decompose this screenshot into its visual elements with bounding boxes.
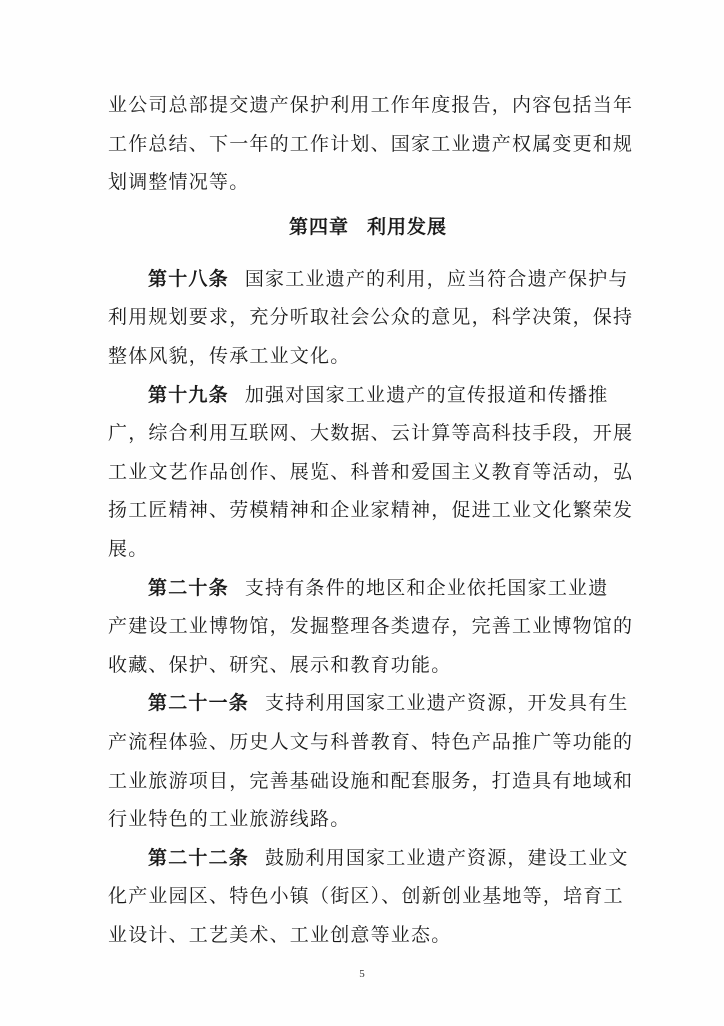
chapter-title: 利用发展 <box>367 215 448 238</box>
article-number: 第二十条 <box>148 576 229 599</box>
page-number: 5 <box>359 968 365 980</box>
text-line: 整体风貌，传承工业文化。 <box>108 344 351 367</box>
article-number: 第十九条 <box>148 383 229 406</box>
text-line: 鼓励利用国家工业遗产资源，建设工业文 <box>265 846 629 869</box>
document-body <box>108 86 634 954</box>
text-line: 支持利用国家工业遗产资源，开发具有生 <box>265 692 629 715</box>
text-line: 工业文艺作品创作、展览、科普和爱国主义教育等活动，弘 <box>108 460 634 483</box>
text-line: 划调整情况等。 <box>108 171 250 194</box>
text-line: 广，综合利用互联网、大数据、云计算等高科技手段，开展 <box>108 422 634 445</box>
text-line: 工业旅游项目，完善基础设施和配套服务，打造具有地域和 <box>108 769 634 792</box>
article-20 <box>108 569 634 685</box>
text-line: 化产业园区、特色小镇（街区）、创新创业基地等，培育工 <box>108 885 624 908</box>
text-line: 国家工业遗产的利用，应当符合遗产保护与 <box>244 267 629 290</box>
article-21 <box>108 684 634 838</box>
chapter-heading <box>108 208 628 258</box>
article-22 <box>108 839 628 955</box>
chapter-number: 第四章 <box>288 215 349 238</box>
text-line: 业设计、工艺美术、工业创意等业态。 <box>108 923 452 946</box>
text-line: 利用规划要求，充分听取社会公众的意见，科学决策，保持 <box>108 306 634 329</box>
article-19 <box>108 376 634 569</box>
intro-paragraph <box>108 86 634 202</box>
text-line: 加强对国家工业遗产的宣传报道和传播推 <box>244 383 609 406</box>
text-line: 工作总结、下一年的工作计划、国家工业遗产权属变更和规 <box>108 132 634 155</box>
text-line: 行业特色的工业旅游线路。 <box>108 808 351 831</box>
article-number: 第二十二条 <box>148 846 250 869</box>
text-line: 展。 <box>108 537 149 560</box>
article-number: 第十八条 <box>148 267 229 290</box>
text-line: 产建设工业博物馆，发掘整理各类遗存，完善工业博物馆的 <box>108 615 634 638</box>
text-line: 收藏、保护、研究、展示和教育功能。 <box>108 653 452 676</box>
text-line: 扬工匠精神、劳模精神和企业家精神，促进工业文化繁荣发 <box>108 499 634 522</box>
text-line: 支持有条件的地区和企业依托国家工业遗 <box>244 576 609 599</box>
text-line: 业公司总部提交遗产保护利用工作年度报告，内容包括当年 <box>108 94 634 116</box>
article-number: 第二十一条 <box>148 692 250 715</box>
article-18 <box>108 260 634 376</box>
text-line: 产流程体验、历史人文与科普教育、特色产品推广等功能的 <box>108 730 634 753</box>
